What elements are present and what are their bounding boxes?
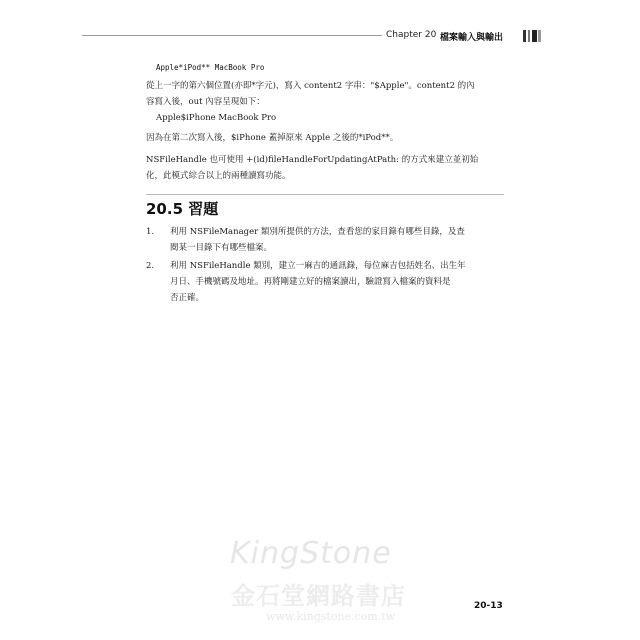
watermark-url: www.kingstone.com.tw: [266, 610, 396, 623]
watermark-brand: KingStone: [230, 536, 392, 571]
exercise-line: 利用 NSFileHandle 類別，建立一麻吉的通訊錄，每位麻吉包括姓名、出生年: [170, 261, 466, 271]
exercise-text: [170, 224, 504, 256]
running-header: [82, 30, 540, 42]
header-rule: [82, 35, 382, 36]
paragraph-line: 化，此模式綜合以上的兩種讀寫功能。: [146, 171, 291, 181]
output-line: Apple$iPhone MacBook Pro: [156, 113, 277, 123]
paragraph-line: 從上一字的第六個位置(亦即*字元)，寫入 content2 字串："$Apple"。content2 的內: [146, 81, 475, 91]
paragraph-write-content2: [146, 78, 504, 110]
paragraph-line: NSFileHandle 也可使用 +(id)fileHandleForUpdatingAtPath: 的方式來建立並初始: [146, 155, 479, 165]
exercise-line: 月日、手機號碼及地址。再將剛建立好的檔案讀出，驗證寫入檔案的資料是: [170, 277, 451, 287]
paragraph-filehandle-update: [146, 152, 504, 184]
exercise-number: 2.: [146, 261, 155, 271]
exercise-line: 利用 NSFileManager 類別所提供的方法，查看您的家目錄有哪些目錄，及查: [170, 227, 465, 237]
section-heading: 20.5 習題: [146, 200, 219, 218]
header-chapter: Chapter 20: [386, 30, 437, 40]
section-divider: [146, 194, 504, 195]
watermark-name: 金石堂網路書店: [231, 581, 406, 610]
exercise-number: 1.: [146, 227, 155, 237]
paragraph-line: 容寫入後，out 內容呈現如下：: [146, 97, 265, 107]
header-thumb-marks: [523, 30, 541, 42]
paragraph-overwrite-note: 因為在第二次寫入後，$iPhone 蓋掉原來 Apple 之後的*iPod**。: [146, 133, 399, 143]
exercise-text: [170, 258, 504, 306]
exercise-line: 閱某一目錄下有哪些檔案。: [170, 243, 273, 253]
header-title: 檔案輸入與輸出: [440, 33, 504, 43]
code-output: Apple*iPod** MacBook Pro: [156, 63, 265, 72]
page-number: 20-13: [474, 601, 503, 611]
exercise-line: 否正確。: [170, 293, 205, 303]
